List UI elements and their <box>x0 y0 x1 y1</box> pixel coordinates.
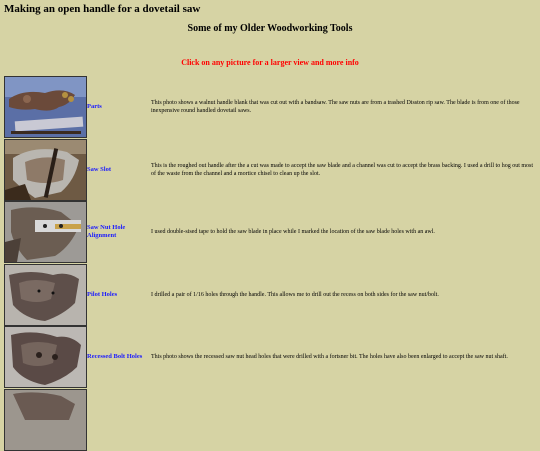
table-row <box>4 139 540 202</box>
tool-table <box>4 76 540 451</box>
click-note: Click on any picture for a larger view and more info <box>0 58 540 67</box>
next-step-photo-image <box>5 390 86 450</box>
saw-nut-hole-alignment-description: I used double-sised tape to hold the saw blade in place while I marked the location of the saw blade holes with an awl. <box>151 228 534 236</box>
page-subtitle: Some of my Older Woodworking Tools <box>0 23 540 34</box>
recessed-bolt-holes-description: This photo shows the recessed saw nut head holes that were drilled with a fortsner bit. The holes have also been enlarged to accept the saw nut shaft. <box>151 353 534 361</box>
saw-nut-hole-alignment-link[interactable]: Saw Nut Hole Alignment <box>87 224 149 240</box>
saw-nut-hole-alignment-photo-image <box>5 202 86 262</box>
table-row <box>4 76 540 139</box>
saw-nut-hole-alignment-photo[interactable] <box>4 201 87 263</box>
recessed-bolt-holes-photo-image <box>5 327 86 387</box>
saw-slot-link[interactable]: Saw Slot <box>87 166 149 174</box>
saw-slot-photo-image <box>5 140 86 200</box>
page-title: Making an open handle for a dovetail saw <box>4 3 200 15</box>
parts-description: This photo shows a walnut handle blank that was cut out with a bandsaw. The saw nuts are from a trashed Disston rip saw. The blade is from one of those inexpensive round handled dovetail saws. <box>151 99 534 115</box>
parts-photo[interactable] <box>4 76 87 138</box>
table-row <box>4 201 540 264</box>
table-row <box>4 264 540 327</box>
pilot-holes-description: I drilled a pair of 1/16 holes through the handle. This allows me to drill out the recess on both sides for the saw nut/bolt. <box>151 291 534 299</box>
saw-slot-photo[interactable] <box>4 139 87 201</box>
parts-photo-image <box>5 77 86 137</box>
table-row <box>4 326 540 389</box>
recessed-bolt-holes-link[interactable]: Recessed Bolt Holes <box>87 353 149 361</box>
recessed-bolt-holes-photo[interactable] <box>4 326 87 388</box>
pilot-holes-photo-image <box>5 265 86 325</box>
saw-slot-description: This is the roughed out handle after the a cut was made to accept the saw blade and a channel was cut to accept the brass backing. I used a drill to hog out most of the waste from the channel and a mortice chisel to clean up the slot. <box>151 162 534 178</box>
table-row <box>4 389 540 451</box>
pilot-holes-link[interactable]: Pilot Holes <box>87 291 149 299</box>
next-step-photo[interactable] <box>4 389 87 451</box>
pilot-holes-photo[interactable] <box>4 264 87 326</box>
parts-link[interactable]: Parts <box>87 103 149 111</box>
